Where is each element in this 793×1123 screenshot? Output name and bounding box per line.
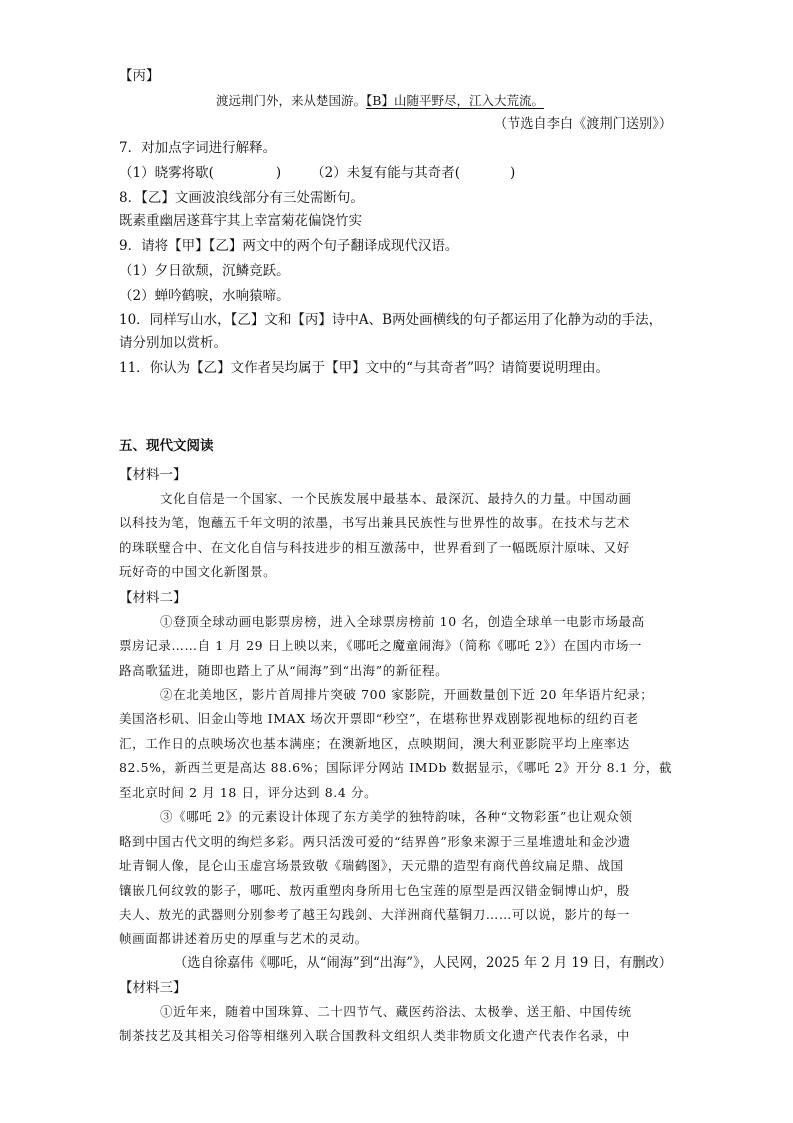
material2-p2-line: 美国洛杉矶、旧金山等地 IMAX 场次开票即“秒空”，在堪称世界戏剧影视地标的纽约百老 [119,711,639,726]
material2-p3-line: 略到中国古代文明的绚烂多彩。两只活泼可爱的“结界兽”形象来源于三星堆遗址和金沙遗 [119,834,631,849]
q10-line2: 请分别加以赏析。 [119,335,227,351]
material2-p3-line: 帧画面都讲述着历史的厚重与艺术的灵动。 [119,931,368,946]
q8-text: 既素重幽居遂葺宇其上幸富菊花偏饶竹实 [119,213,362,229]
q10-line1: 10．同样写山水，【乙】文和【丙】诗中A、B两处画横线的句子都运用了化静为动的手法， [119,312,663,328]
q7-item2-close: ) [510,165,516,181]
material2-p1-line: ①登顶全球动画电影票房榜，进入全球票房榜前 10 名，创造全球单一电影市场最高 [160,614,645,629]
material2-p1-line: 路高歌猛进，随即也踏上了从“闹海”到“出海”的新征程。 [119,663,449,678]
material2-label: 【材料二】 [119,590,187,606]
material2-source: （选自徐嘉伟《哪吒，从“闹海”到“出海”》，人民网，2025 年 2 月 19 日，有删改） [174,955,672,971]
material1-line: 的珠联璧合中、在文化自信与科技进步的相互激荡中，世界看到了一幅既原汁原味、又好 [119,540,630,555]
material2-p2-line: ②在北美地区，影片首周排片突破 700 家影院，开画数量创下近 20 年华语片纪录； [160,687,654,702]
section5-title: 五、现代文阅读 [119,438,214,454]
poem-part1: 渡远荆门外，来从楚国游。 [216,93,367,108]
material3-line: 制茶技艺及其相关习俗等相继列入联合国教科文组织人类非物质文化遗产代表作名录，中 [119,1028,630,1043]
q7-item1: （1）晓雾将歇( [119,165,214,181]
bing-label: 【丙】 [119,68,160,84]
q11-text: 11．你认为【乙】文作者吴均属于【甲】文中的“与其奇者”吗？请简要说明理由。 [119,360,609,376]
material2-p2-line: 汇，工作日的点映场次也基本满座；在澳新地区，点映期间，澳大利亚影院平均上座率达 [119,736,630,751]
material1-line: 玩好奇的中国文化新图景。 [119,564,277,579]
q9-item1: （1）夕日欲颓，沉鳞竞跃。 [119,263,290,279]
material3-label: 【材料三】 [119,980,187,996]
material2-p3-line: 镶嵌几何纹敦的影子，哪吒、敖丙重塑肉身所用七色宝莲的原型是西汉错金铜博山炉，殷 [119,883,630,898]
material1-line: 文化自信是一个国家、一个民族发展中最基本、最深沉、最持久的力量。中国动画 [160,491,632,506]
material2-p3-line: 夫人、敖光的武器则分别参考了越王勾践剑、大洋洲商代墓铜刀……可以说，影片的每一 [119,907,630,922]
q9-item2: （2）蝉吟鹤唳，水响猿啼。 [119,288,290,304]
q7-items [119,164,515,182]
poem-line [216,92,544,110]
material3-line: ①近年来，随着中国珠算、二十四节气、藏医药浴法、太极拳、送王船、中国传统 [160,1004,632,1019]
material1-line: 以科技为笔，饱蘸五千年文明的浓墨，书写出兼具民族性与世界性的故事。在技术与艺术 [119,515,630,530]
q7-item2: （2）未复有能与其奇者( [311,165,460,181]
material2-p3-line: ③《哪吒 2》的元素设计体现了东方美学的独特韵味，各种“文物彩蛋”也让观众领 [160,809,633,824]
material2-p2-line: 82.5%，新西兰更是高达 88.6%；国际评分网站 IMDb 数据显示，《哪吒 2》开分 8.1 分，截 [119,760,673,775]
q9-stem: 9．请将【甲】【乙】两文中的两个句子翻译成现代汉语。 [119,238,459,254]
material1-label: 【材料一】 [119,467,187,483]
q7-item1-close: ) [275,165,282,181]
material2-p1-line: 票房记录……自 1 月 29 日上映以来，《哪吒之魔童闹海》（简称《哪吒 2》）在国内市场一 [119,638,643,653]
material2-p3-line: 址青铜人像，昆仑山玉虚宫场景致敬《瑞鹤图》，天元鼎的造型有商代兽纹扁足鼎、战国 [119,858,624,873]
poem-source: （节选自李白《渡荆门送别》） [494,116,673,132]
poem-part2-underlined: 【B】山随平野尽，江入大荒流。 [366,93,544,108]
q8-stem: 8．【乙】文画波浪线部分有三处需断句。 [119,190,364,206]
material2-p2-line: 至北京时间 2 月 18 日，评分达到 8.4 分。 [119,785,378,800]
q7-stem: 7．对加点字词进行解释。 [119,140,277,156]
